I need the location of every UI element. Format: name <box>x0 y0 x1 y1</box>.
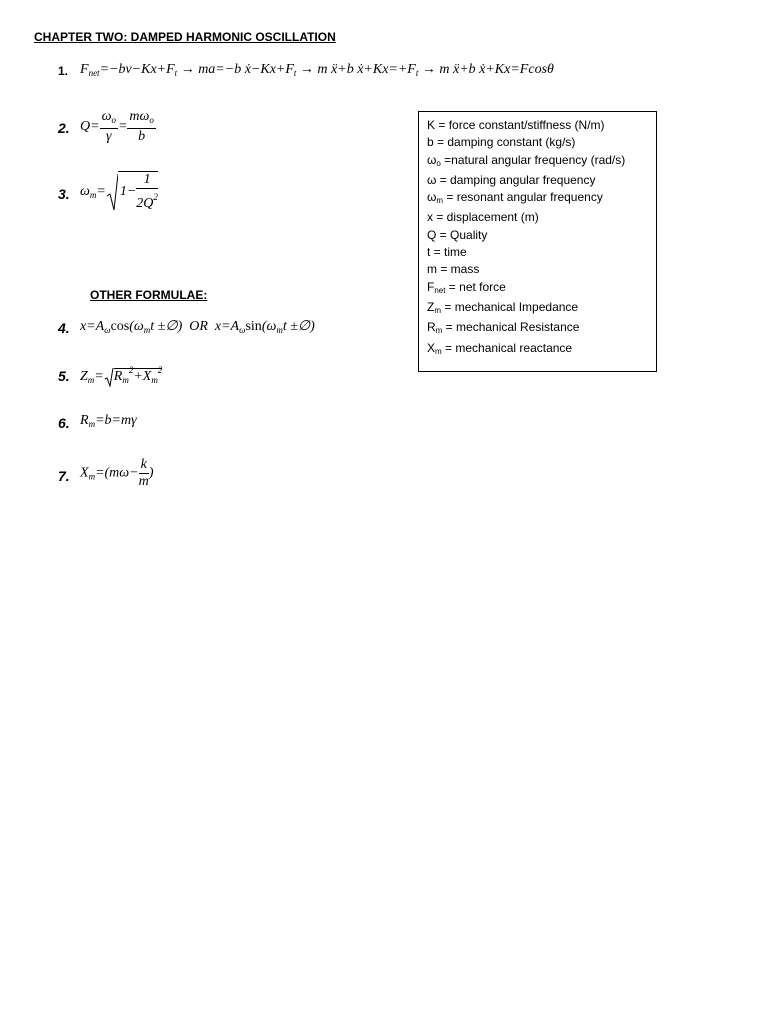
legend-item <box>427 209 648 226</box>
legend-symbol-subscript: m <box>434 305 442 315</box>
legend-item <box>427 340 648 360</box>
equation-number-6: 6. <box>58 415 70 431</box>
legend-item <box>427 261 648 278</box>
equation-3: $\omega_m= 1-$ $\frac{1}{2Q^2}$ <box>80 171 158 211</box>
legend-description: = displacement (m) <box>433 210 539 225</box>
legend-description: = damping constant (kg/s) <box>433 135 576 150</box>
legend-item <box>427 152 648 172</box>
legend-symbol: Z <box>427 299 435 314</box>
legend-description: =natural angular frequency (rad/s) <box>440 152 626 167</box>
legend-symbol-subscript: net <box>434 285 446 295</box>
legend-description: = resonant angular frequency <box>443 190 603 205</box>
legend-description: = mechanical Impedance <box>441 299 579 314</box>
chapter-title: CHAPTER TWO: DAMPED HARMONIC OSCILLATION <box>34 30 336 44</box>
equation-7: $X_m=(m\omega-$ $\frac{k}{m}$ ) <box>80 457 154 489</box>
legend-item <box>427 172 648 189</box>
other-formulae-heading: OTHER FORMULAE: <box>90 288 208 302</box>
legend-symbol: ω <box>427 172 437 187</box>
legend-symbol-subscript: m <box>435 346 442 356</box>
legend-description: = force constant/stiffness (N/m) <box>435 118 605 132</box>
equation-1: $F_{net}=-bv-Kx+F_t \to ma=-b$ $ẋ-Kx+F_t \to m$ ẍ+b $ẋ+Kx=+F_t \to m$ ẍ+b ẋ+Kx=Fcosθ <box>80 62 554 78</box>
legend-description: = mechanical reactance <box>441 340 573 355</box>
legend-description: = Quality <box>436 227 488 242</box>
legend-symbol: ω <box>427 190 437 205</box>
legend-item <box>427 134 648 151</box>
legend-item <box>427 279 648 299</box>
legend-item <box>427 227 648 244</box>
legend-item <box>427 244 648 261</box>
equation-number-2: 2. <box>58 120 70 136</box>
equation-number-3: 3. <box>58 186 70 202</box>
equation-6: $R_m=b=m\gamma$ <box>80 413 137 429</box>
variable-legend-box <box>418 111 657 372</box>
legend-symbol: b <box>427 135 434 150</box>
equation-number-5: 5. <box>58 368 70 384</box>
legend-symbol-subscript: m <box>435 326 443 336</box>
legend-symbol: K <box>427 118 436 132</box>
legend-item <box>427 117 648 134</box>
legend-description: = mechanical Resistance <box>442 320 580 335</box>
legend-item <box>427 189 648 209</box>
legend-description: = net force <box>445 279 506 294</box>
legend-symbol: ω <box>427 152 437 167</box>
legend-symbol: t <box>427 245 431 260</box>
legend-symbol: x <box>427 210 433 225</box>
legend-item <box>427 319 648 339</box>
legend-symbol: R <box>427 320 436 335</box>
equation-number-1: 1. <box>58 64 69 78</box>
equation-2: Q= $\frac{\omega_o}{\gamma}$ = $\frac{m\omega_o}{b}$ <box>80 109 154 144</box>
legend-description: = time <box>430 245 467 260</box>
legend-description: = mass <box>437 262 480 277</box>
sqrt-sign-icon <box>104 367 114 387</box>
equation-4: $x=A_\omega\cos(\omega_mt$ ±∅) OR $x=A_\omega\sin(\omega_mt$ ±∅) <box>80 319 315 335</box>
legend-symbol: m <box>427 262 437 277</box>
legend-symbol-subscript: o <box>436 158 441 168</box>
legend-symbol: Q <box>427 227 437 242</box>
legend-item <box>427 299 648 319</box>
sqrt-sign-icon <box>106 172 118 212</box>
legend-symbol: X <box>427 340 436 355</box>
legend-description: = damping angular frequency <box>436 172 596 187</box>
equation-number-7: 7. <box>58 468 70 484</box>
legend-symbol: F <box>427 279 435 294</box>
legend-symbol-subscript: m <box>436 196 444 206</box>
equation-number-4: 4. <box>58 320 70 336</box>
equation-5: $Z_m= R_m^2+X_m^2$ <box>80 365 163 385</box>
